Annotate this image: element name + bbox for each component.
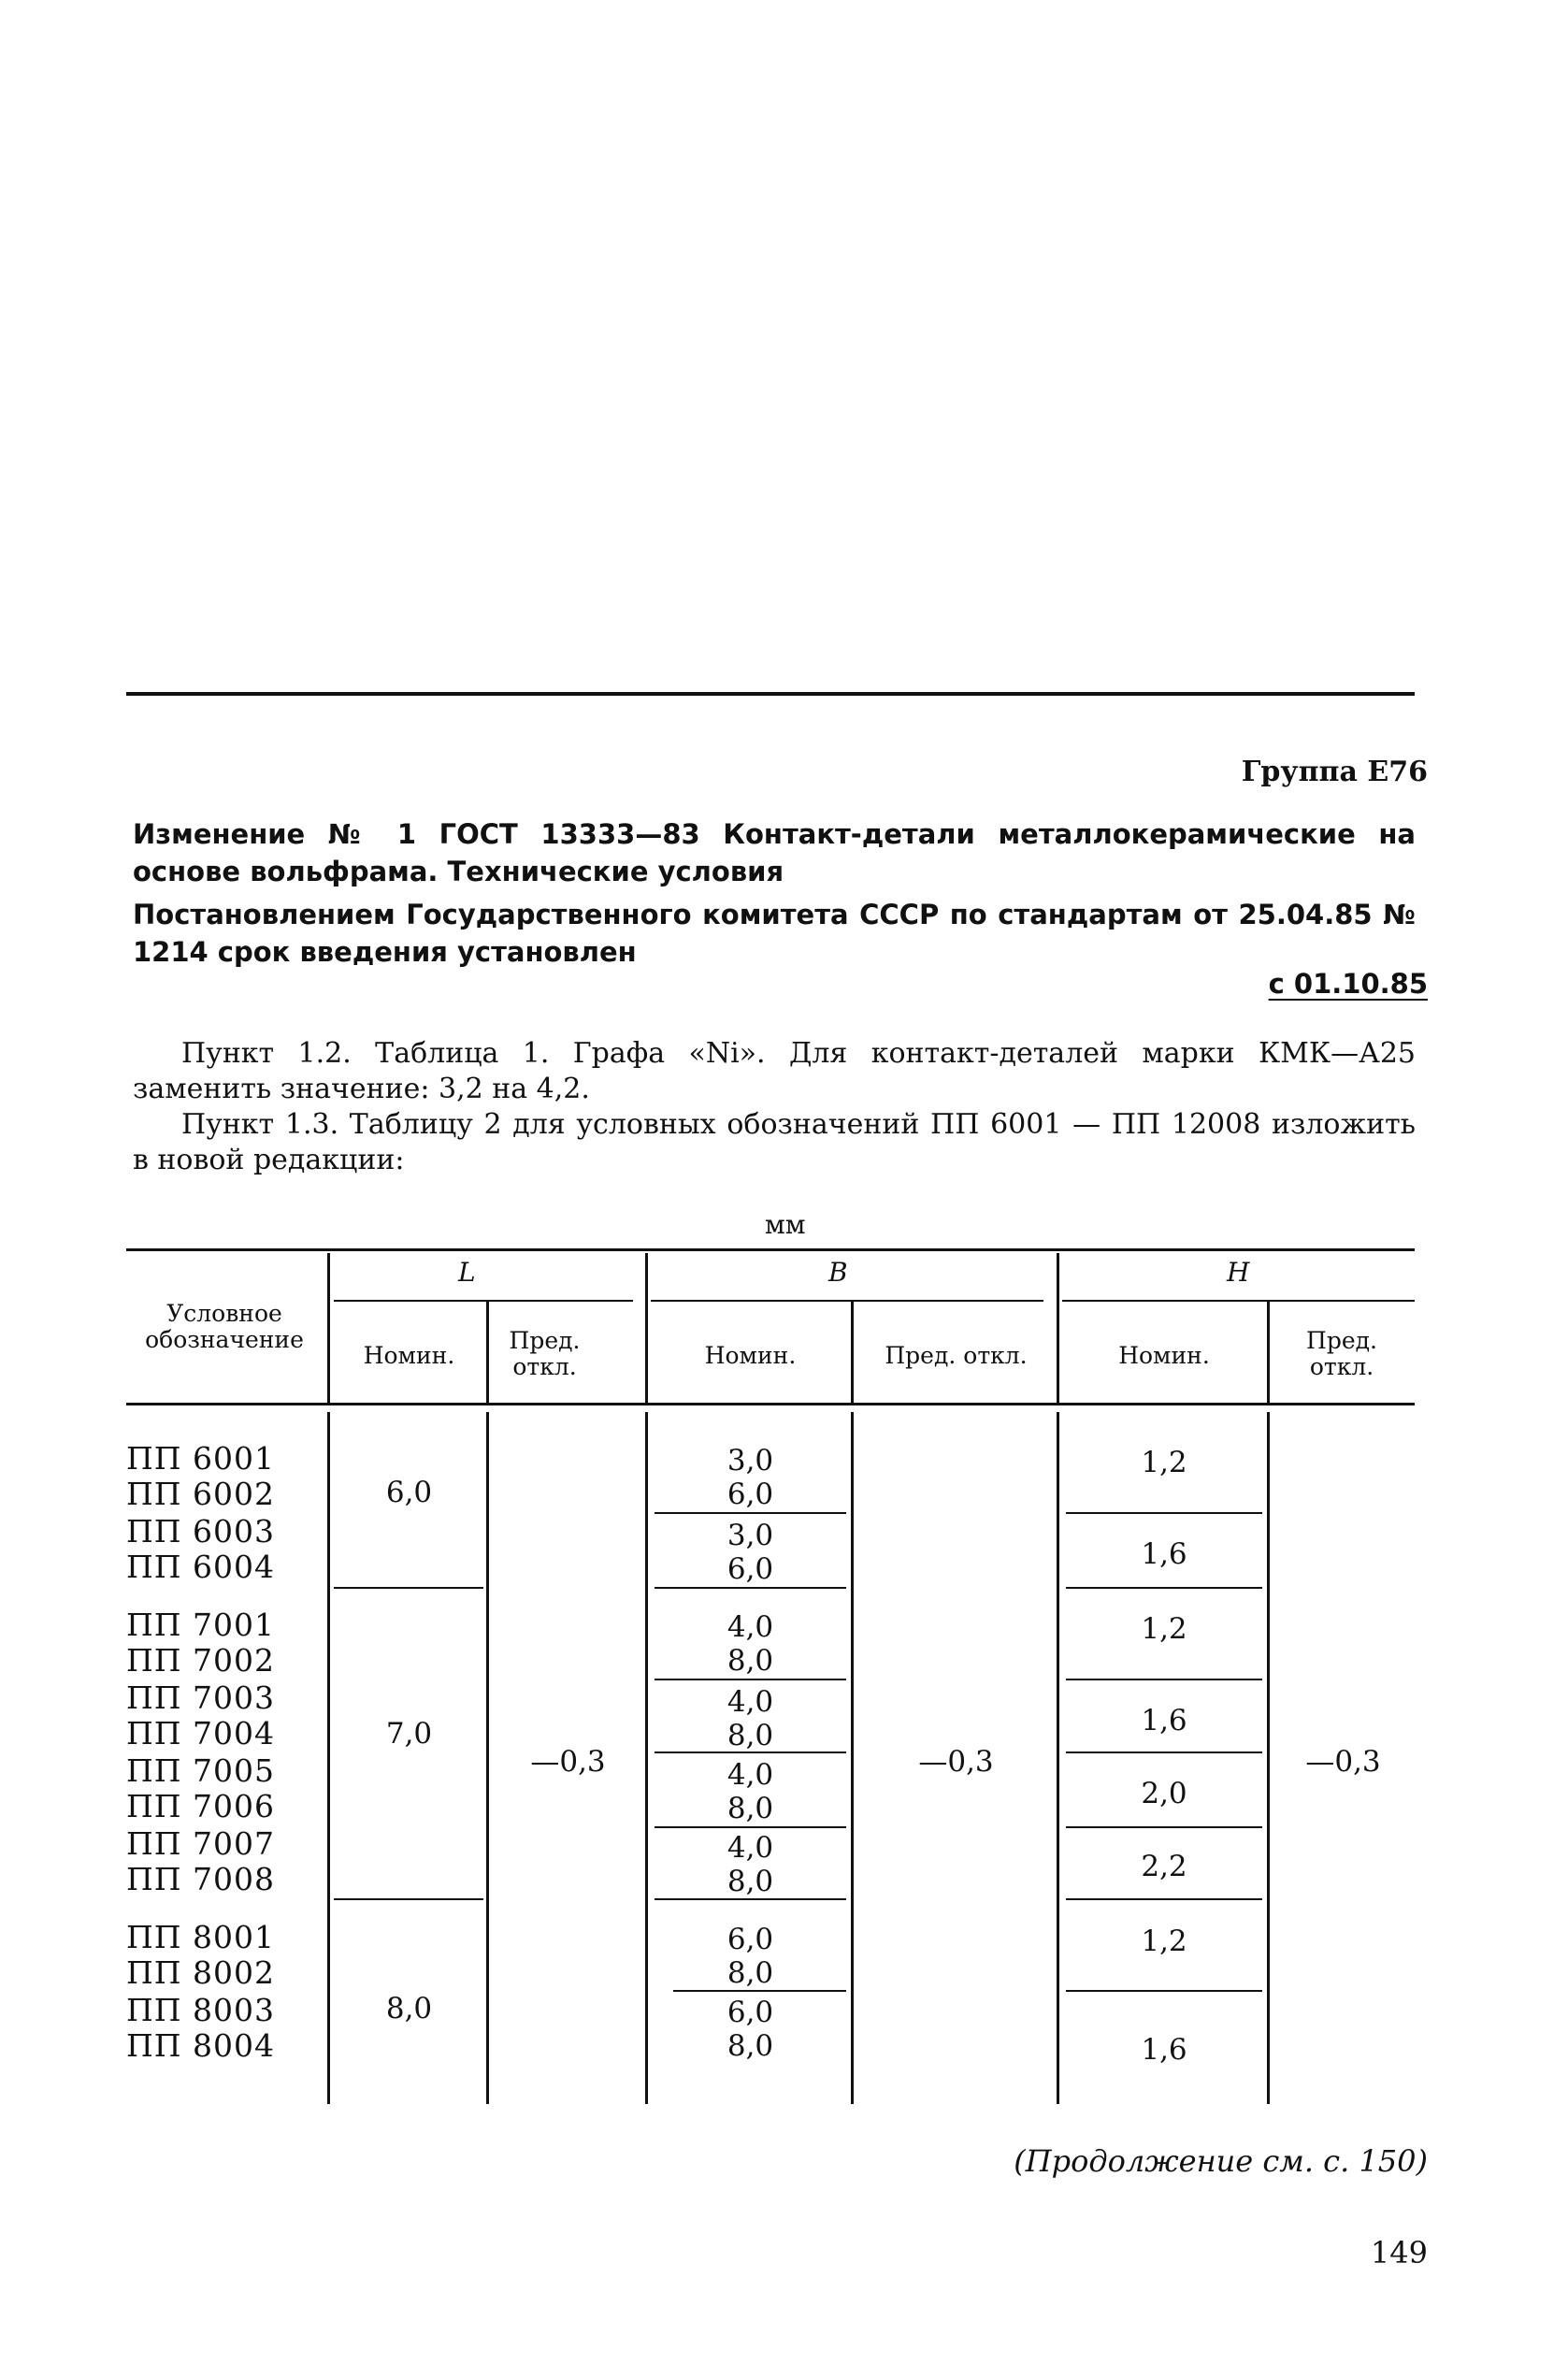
b-nominal-value: 8,0	[726, 2029, 774, 2063]
b-nominal-header: Номин.	[704, 1342, 797, 1369]
b-nominal-value: 6,0	[726, 1552, 774, 1586]
h-nominal-value: 1,6	[1141, 1704, 1187, 1737]
h-nominal-value: 1,6	[1141, 2033, 1187, 2067]
h-nominal-value: 2,2	[1141, 1850, 1187, 1883]
b-group-separator	[655, 1512, 846, 1514]
b-nominal-value: 4,0	[726, 1610, 774, 1644]
header-l: L	[458, 1257, 476, 1288]
paragraph-1-2: Пункт 1.2. Таблица 1. Графа «Ni». Для контакт-деталей марки КМК—А25 заменить значение: 3,2 на 4,2.	[133, 1037, 1416, 1105]
b-group-separator	[655, 1898, 846, 1900]
designation: ПП 7005	[126, 1752, 276, 1789]
b-nominal-value: 8,0	[726, 1956, 774, 1990]
designation: ПП 8003	[126, 1992, 276, 2028]
body-vline	[486, 1412, 489, 2104]
body-vline	[1057, 1412, 1059, 2104]
b-nominal-value: 4,0	[726, 1685, 774, 1719]
designation: ПП 8004	[126, 2027, 276, 2064]
designation: ПП 7006	[126, 1788, 276, 1824]
header-subrule-l	[334, 1300, 633, 1302]
h-tolerance-value: —0,3	[1305, 1745, 1381, 1779]
b-tolerance-header: Пред. откл.	[885, 1342, 1028, 1369]
b-nominal-value: 3,0	[726, 1519, 774, 1552]
header-vline	[645, 1253, 648, 1403]
b-group-separator	[655, 1826, 846, 1828]
designation: ПП 7002	[126, 1642, 276, 1679]
h-tolerance-header: Пред. откл.	[1306, 1327, 1377, 1380]
l-tolerance-value: —0,3	[530, 1745, 606, 1779]
effective-date: с 01.10.85	[1268, 968, 1428, 1000]
designation: ПП 6004	[126, 1549, 276, 1585]
h-nominal-value: 1,2	[1141, 1446, 1187, 1479]
table-unit: мм	[765, 1209, 806, 1240]
header-subrule-h	[1062, 1300, 1415, 1302]
designation: ПП 7007	[126, 1825, 276, 1862]
header-b: B	[828, 1257, 848, 1288]
designation: ПП 7003	[126, 1679, 276, 1716]
h-group-separator	[1066, 1898, 1262, 1900]
l-group-separator	[334, 1587, 483, 1589]
group-code: Группа Е76	[1241, 756, 1428, 788]
header-subrule-b	[651, 1300, 1043, 1302]
header-vline	[851, 1302, 854, 1403]
h-nominal-value: 2,0	[1141, 1777, 1187, 1810]
b-nominal-value: 6,0	[726, 1478, 774, 1511]
b-tolerance-value: —0,3	[918, 1745, 994, 1779]
body-vline	[1267, 1412, 1270, 2104]
b-nominal-value: 4,0	[726, 1758, 774, 1792]
designation: ПП 6001	[126, 1440, 276, 1477]
page-number: 149	[1370, 2235, 1428, 2270]
h-group-separator	[1066, 1990, 1262, 1992]
table-header-rule	[126, 1403, 1415, 1405]
h-nominal-header: Номин.	[1118, 1342, 1210, 1369]
b-group-separator	[655, 1587, 846, 1589]
designation: ПП 7008	[126, 1861, 276, 1897]
b-nominal-value: 3,0	[726, 1444, 774, 1478]
h-group-separator	[1066, 1679, 1262, 1680]
l-tolerance-header: Пред. откл.	[509, 1327, 581, 1380]
header-vline	[1057, 1253, 1059, 1403]
continuation-note: (Продолжение см. с. 150)	[1014, 2143, 1428, 2179]
designation: ПП 8001	[126, 1919, 276, 1955]
designation: ПП 7001	[126, 1607, 276, 1643]
body-vline	[645, 1412, 648, 2104]
b-nominal-value: 4,0	[726, 1831, 774, 1865]
b-nominal-value: 8,0	[726, 1644, 774, 1678]
b-nominal-value: 6,0	[726, 1923, 774, 1956]
l-nominal-value: 7,0	[385, 1717, 433, 1751]
h-group-separator	[1066, 1512, 1262, 1514]
b-nominal-value: 8,0	[726, 1792, 774, 1825]
h-group-separator	[1066, 1826, 1262, 1828]
l-nominal-value: 8,0	[385, 1992, 433, 2025]
l-nominal-header: Номин.	[363, 1342, 455, 1369]
designation: ПП 6002	[126, 1476, 276, 1512]
b-group-separator	[655, 1679, 846, 1680]
designation: ПП 7004	[126, 1715, 276, 1751]
header-vline	[486, 1302, 489, 1403]
header-h: H	[1227, 1257, 1250, 1288]
l-nominal-value: 6,0	[385, 1476, 433, 1509]
designation: ПП 6003	[126, 1513, 276, 1550]
decree-text: Постановлением Государственного комитета СССР по стандартам от 25.04.85 № 1214 срок введения установлен	[133, 899, 1416, 968]
b-group-separator	[673, 1990, 846, 1992]
designation-header: Условное обозначение	[145, 1300, 304, 1353]
b-nominal-value: 8,0	[726, 1719, 774, 1752]
header-vline	[1267, 1302, 1270, 1403]
paragraph-1-3: Пункт 1.3. Таблицу 2 для условных обозначений ПП 6001 — ПП 12008 изложить в новой редакции:	[133, 1108, 1416, 1176]
change-title: Изменение № 1 ГОСТ 13333—83 Контакт-детали металлокерамические на основе вольфрама. Технические условия	[133, 818, 1416, 887]
body-vline	[327, 1412, 330, 2104]
h-group-separator	[1066, 1587, 1262, 1589]
designation: ПП 8002	[126, 1954, 276, 1991]
body-vline	[851, 1412, 854, 2104]
header-vline	[327, 1253, 330, 1403]
top-rule	[126, 692, 1415, 696]
b-nominal-value: 8,0	[726, 1865, 774, 1898]
l-group-separator	[334, 1898, 483, 1900]
b-nominal-value: 6,0	[726, 1996, 774, 2029]
table-top-rule	[126, 1248, 1415, 1251]
h-group-separator	[1066, 1751, 1262, 1753]
h-nominal-value: 1,2	[1141, 1612, 1187, 1646]
h-nominal-value: 1,6	[1141, 1537, 1187, 1571]
h-nominal-value: 1,2	[1141, 1924, 1187, 1958]
